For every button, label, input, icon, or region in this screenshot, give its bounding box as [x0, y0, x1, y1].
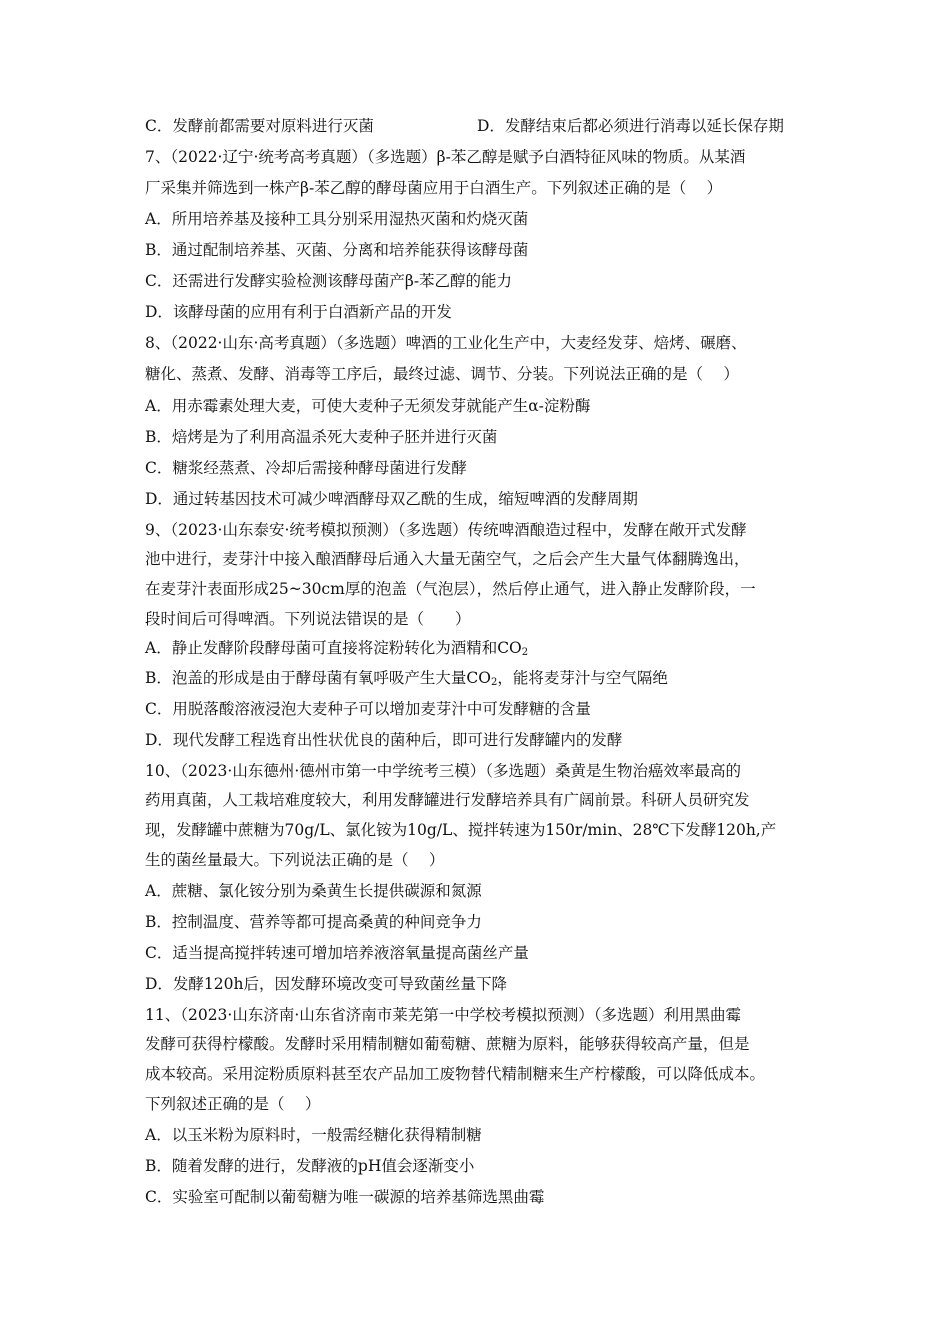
- q10-option-a: A．蔗糖、氯化铵分别为桑黄生长提供碳源和氮源: [145, 882, 482, 900]
- q9-option-a: A．静止发酵阶段酵母菌可直接将淀粉转化为酒精和$CO_2$: [145, 639, 529, 658]
- q9-option-d: D．现代发酵工程选育出性状优良的菌种后，即可进行发酵罐内的发酵: [145, 731, 623, 749]
- q11-stem-line: 发酵可获得柠檬酸。发酵时采用精制糖如葡萄糖、蔗糖为原料，能够获得较高产量，但是: [145, 1035, 750, 1053]
- q10-stem-line: 现，发酵罐中蔗糖为70g/L、氯化铵为10g/L、搅拌转速为150r/min、28℃下发酵120h,产: [145, 821, 777, 839]
- q7-stem-line: 厂采集并筛选到一株产β-苯乙醇的酵母菌应用于白酒生产。下列叙述正确的是（ ）: [145, 179, 723, 197]
- q9-stem-line: 池中进行，麦芽汁中接入酿酒酵母后通入大量无菌空气，之后会产生大量气体翻腾逸出，: [145, 550, 750, 568]
- q9-stem-line: 段时间后可得啤酒。下列说法错误的是（ ）: [145, 610, 471, 628]
- q8-option-c: C．糖浆经蒸煮、冷却后需接种酵母菌进行发酵: [145, 459, 467, 477]
- q9-stem-line: 9、（2023·山东泰安·统考模拟预测）（多选题）传统啤酒酿造过程中，发酵在敞开式发酵: [145, 521, 747, 539]
- q7-option-b: B．通过配制培养基、灭菌、分离和培养能获得该酵母菌: [145, 241, 529, 259]
- q10-stem-line: 生的菌丝量最大。下列说法正确的是（ ）: [145, 851, 445, 869]
- q7-option-c: C．还需进行发酵实验检测该酵母菌产β-苯乙醇的能力: [145, 272, 513, 290]
- q9-option-c: C．用脱落酸溶液浸泡大麦种子可以增加麦芽汁中可发酵糖的含量: [145, 700, 591, 718]
- q10-option-c: C．适当提高搅拌转速可增加培养液溶氧量提高菌丝产量: [145, 944, 529, 962]
- q8-option-d: D．通过转基因技术可减少啤酒酵母双乙酰的生成，缩短啤酒的发酵周期: [145, 490, 638, 508]
- q7-option-d: D．该酵母菌的应用有利于白酒新产品的开发: [145, 303, 452, 321]
- q11-option-b: B．随着发酵的进行，发酵液的pH值会逐渐变小: [145, 1157, 475, 1175]
- q11-option-a: A．以玉米粉为原料时，一般需经糖化获得精制糖: [145, 1126, 482, 1144]
- q11-option-c: C．实验室可配制以葡萄糖为唯一碳源的培养基筛选黑曲霉: [145, 1188, 545, 1206]
- q8-stem-line: 8、（2022·山东·高考真题）（多选题）啤酒的工业化生产中，大麦经发芽、焙烤、碾磨、: [145, 334, 747, 352]
- q7-option-a: A．所用培养基及接种工具分别采用湿热灭菌和灼烧灭菌: [145, 210, 529, 228]
- q10-stem-line: 10、（2023·山东德州·德州市第一中学统考三模）（多选题）桑黄是生物治癌效率最高的: [145, 762, 742, 780]
- q9-stem-line: 在麦芽汁表面形成25~30cm厚的泡盖（气泡层），然后停止通气，进入静止发酵阶段，一: [145, 580, 756, 598]
- q10-stem-line: 药用真菌，人工栽培难度较大，利用发酵罐进行发酵培养具有广阔前景。科研人员研究发: [145, 791, 750, 809]
- q8-option-a: A．用赤霉素处理大麦，可使大麦种子无须发芽就能产生α-淀粉酶: [145, 397, 591, 415]
- q10-option-d: D．发酵120h后，因发酵环境改变可导致菌丝量下降: [145, 975, 507, 993]
- q7-stem-line: 7、（2022·辽宁·统考高考真题）（多选题）β-苯乙醇是赋予白酒特征风味的物质。从某酒: [145, 148, 746, 166]
- q8-option-b: B．焙烤是为了利用高温杀死大麦种子胚并进行灭菌: [145, 428, 498, 446]
- q8-stem-line: 糖化、蒸煮、发酵、消毒等工序后，最终过滤、调节、分装。下列说法正确的是（ ）: [145, 365, 739, 383]
- prev-option-d: D．发酵结束后都必须进行消毒以延长保存期: [477, 117, 784, 135]
- q11-stem-line: 11、（2023·山东济南·山东省济南市莱芜第一中学校考模拟预测）（多选题）利用黑曲霉: [145, 1006, 742, 1024]
- q9-option-b: B．泡盖的形成是由于酵母菌有氧呼吸产生大量$CO_2$，能将麦芽汁与空气隔绝: [145, 669, 668, 688]
- q10-option-b: B．控制温度、营养等都可提高桑黄的种间竞争力: [145, 913, 482, 931]
- prev-option-c: C．发酵前都需要对原料进行灭菌: [145, 117, 374, 135]
- q11-stem-line: 成本较高。采用淀粉质原料甚至农产品加工废物替代精制糖来生产柠檬酸，可以降低成本。: [145, 1065, 766, 1083]
- q11-stem-line: 下列叙述正确的是（ ）: [145, 1095, 321, 1113]
